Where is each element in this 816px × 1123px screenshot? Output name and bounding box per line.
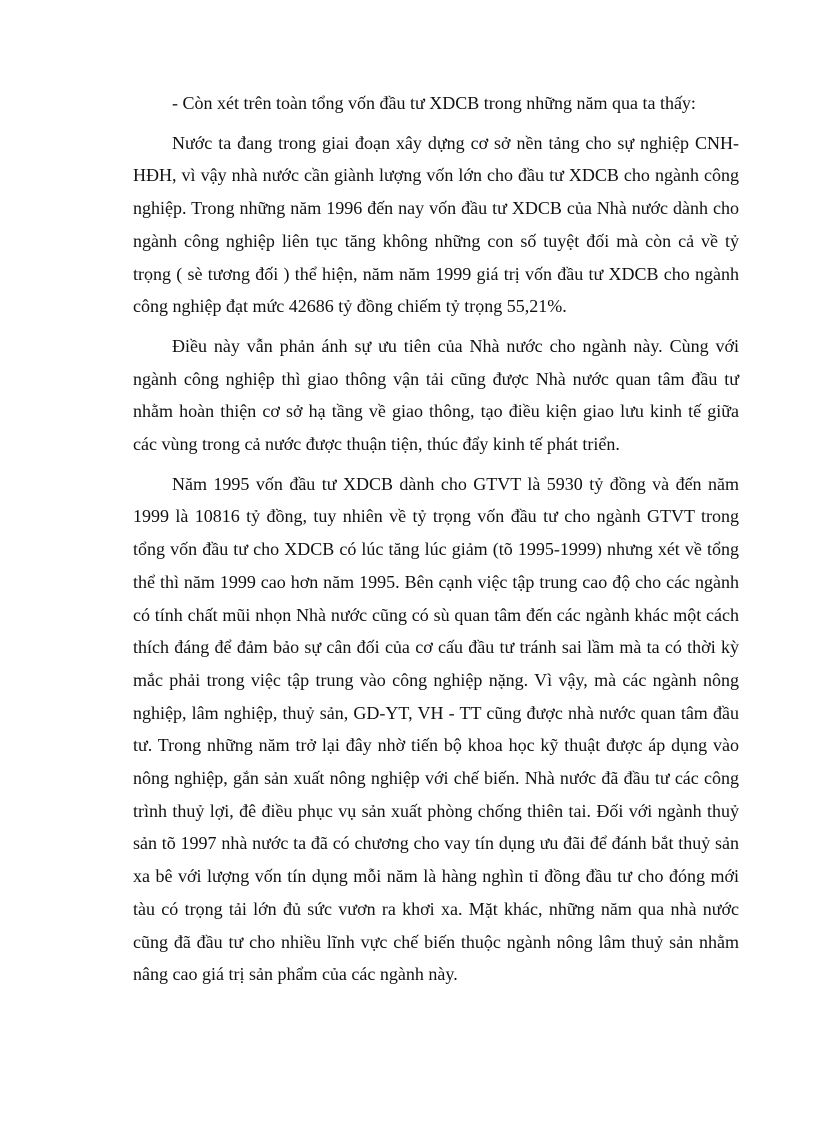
paragraph-industry-investment: Nước ta đang trong giai đoạn xây dựng cơ sở nền tảng cho sự nghiệp CNH-HĐH, vì vậy nhà nước cần giành lượng vốn lớn cho đầu tư XDCB cho ngành công nghiệp. Trong những năm 1996 đến nay vốn đầu tư XDCB của Nhà nước dành cho ngành công nghiệp liên tục tăng không những con số tuyệt đối mà còn cả về tỷ trọng ( sè tương đối ) thể hiện, năm năm 1999 giá trị vốn đầu tư XDCB cho ngành công nghiệp đạt mức 42686 tỷ đồng chiếm tỷ trọng 55,21%. bbox=[133, 132, 739, 317]
paragraph-transport-priority: Điều này vẫn phản ánh sự ưu tiên của Nhà nước cho ngành này. Cùng với ngành công nghiệp thì giao thông vận tải cũng được Nhà nước quan tâm đầu tư nhằm hoàn thiện cơ sở hạ tầng về giao thông, tạo điều kiện giao lưu kinh tế giữa các vùng trong cả nước được thuận tiện, thúc đẩy kinh tế phát triển. bbox=[133, 335, 739, 455]
paragraph-bullet-intro: - Còn xét trên toàn tổng vốn đầu tư XDCB trong những năm qua ta thấy: bbox=[172, 93, 696, 113]
paragraph-gtvt-agriculture: Năm 1995 vốn đầu tư XDCB dành cho GTVT là 5930 tỷ đồng và đến năm 1999 là 10816 tỷ đồng, tuy nhiên về tỷ trọng vốn đầu tư cho ngành GTVT trong tổng vốn đầu tư cho XDCB có lúc tăng lúc giảm (tõ 1995-1999) nhưng xét về tổng thể thì năm 1999 cao hơn năm 1995. Bên cạnh việc tập trung cao độ cho các ngành có tính chất mũi nhọn Nhà nước cũng có sù quan tâm đến các ngành khác một cách thích đáng để đảm bảo sự cân đối của cơ cấu đầu tư tránh sai lầm mà ta có thời kỳ mắc phải trong việc tập trung vào công nghiệp nặng. Vì vậy, mà các ngành nông nghiệp, lâm nghiệp, thuỷ sản, GD-YT, VH - TT cũng được nhà nước quan tâm đầu tư. Trong những năm trở lại đây nhờ tiến bộ khoa học kỹ thuật được áp dụng vào nông nghiệp, gắn sản xuất nông nghiệp với chế biến. Nhà nước đã đầu tư các công trình thuỷ lợi, đê điều phục vụ sản xuất phòng chống thiên tai. Đối với ngành thuỷ sản tõ 1997 nhà nước ta đã có chương cho vay tín dụng ưu đãi để đánh bắt thuỷ sản xa bê với lượng vốn tín dụng mỗi năm là hàng nghìn tỉ đồng đầu tư cho đóng mới tàu có trọng tải lớn đủ sức vươn ra khơi xa. Mặt khác, những năm qua nhà nước cũng đã đầu tư cho nhiều lĩnh vực chế biến thuộc ngành nông lâm thuỷ sản nhằm nâng cao giá trị sản phẩm của các ngành này. bbox=[133, 473, 739, 985]
document-body bbox=[133, 87, 739, 991]
